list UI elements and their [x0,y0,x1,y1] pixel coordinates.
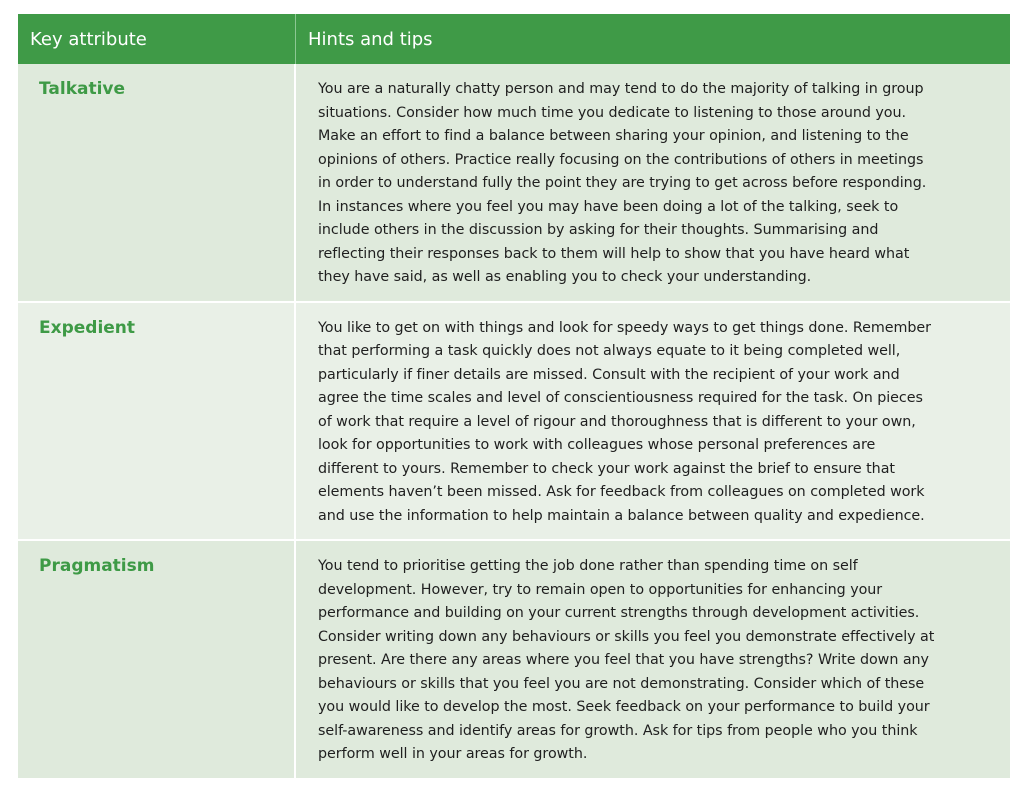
tips-text [296,64,1010,301]
tips-line: You are a naturally chatty person and may tend to do the majority of talking in group [318,81,924,97]
tips-line: Make an effort to find a balance between sharing your opinion, and listening to the [318,128,909,144]
tips-line: elements haven’t been missed. Ask for feedback from colleagues on completed work [318,484,925,500]
tips-line: self-awareness and identify areas for growth. Ask for tips from people who you think [318,722,918,739]
header-hints-and-tips: Hints and tips [308,28,433,50]
tips-line: different to yours. Remember to check your work against the brief to ensure that [318,460,895,477]
tips-line: opinions of others. Practice really focusing on the contributions of others in meetings [318,151,924,168]
tips-line: that performing a task quickly does not always equate to it being completed well, [318,343,901,359]
tips-text [296,541,1010,778]
table-header [18,14,1010,64]
header-key-attribute: Key attribute [18,14,296,64]
tips-line: present. Are there any areas where you feel that you have strengths? Write down any [318,652,929,668]
tips-line: reflecting their responses back to them will help to show that you have heard what [318,245,910,262]
tips-line: of work that require a level of rigour and thoroughness that is different to your own, [318,413,916,430]
hints-table [18,14,1010,780]
tips-text [296,303,1010,540]
tips-line: In instances where you feel you may have been doing a lot of the talking, seek to [318,198,899,215]
tips-line: You like to get on with things and look for speedy ways to get things done. Remember [318,319,931,336]
tips-line: Consider writing down any behaviours or skills you feel you demonstrate effectively at [318,628,935,645]
table-row-talkative [18,64,1010,303]
tips-line: development. However, try to remain open to opportunities for enhancing your [318,581,883,598]
tips-line: perform well in your areas for growth. [318,746,588,762]
tips-line: look for opportunities to work with colleagues whose personal preferences are [318,437,876,453]
attribute-label: Pragmatism [18,541,296,778]
table-row-expedient [18,303,1010,542]
tips-line: you would like to develop the most. Seek feedback on your performance to build your [318,699,930,715]
tips-line: particularly if finer details are missed. Consult with the recipient of your work and [318,366,900,383]
tips-line: situations. Consider how much time you dedicate to listening to those around you. [318,104,907,121]
tips-line: and use the information to help maintain a balance between quality and expedience. [318,507,925,524]
tips-line: behaviours or skills that you feel you are not demonstrating. Consider which of these [318,675,925,692]
table-row-pragmatism [18,541,1010,780]
attribute-label: Talkative [18,64,296,301]
tips-line: performance and building on your current strengths through development activities. [318,605,920,621]
tips-line: You tend to prioritise getting the job done rather than spending time on self [318,558,858,574]
tips-line: in order to understand fully the point they are trying to get across before responding. [318,175,927,191]
tips-line: include others in the discussion by asking for their thoughts. Summarising and [318,222,879,238]
tips-line: they have said, as well as enabling you to check your understanding. [318,269,812,285]
tips-line: agree the time scales and level of conscientiousness required for the task. On pieces [318,390,923,406]
attribute-label: Expedient [18,303,296,540]
